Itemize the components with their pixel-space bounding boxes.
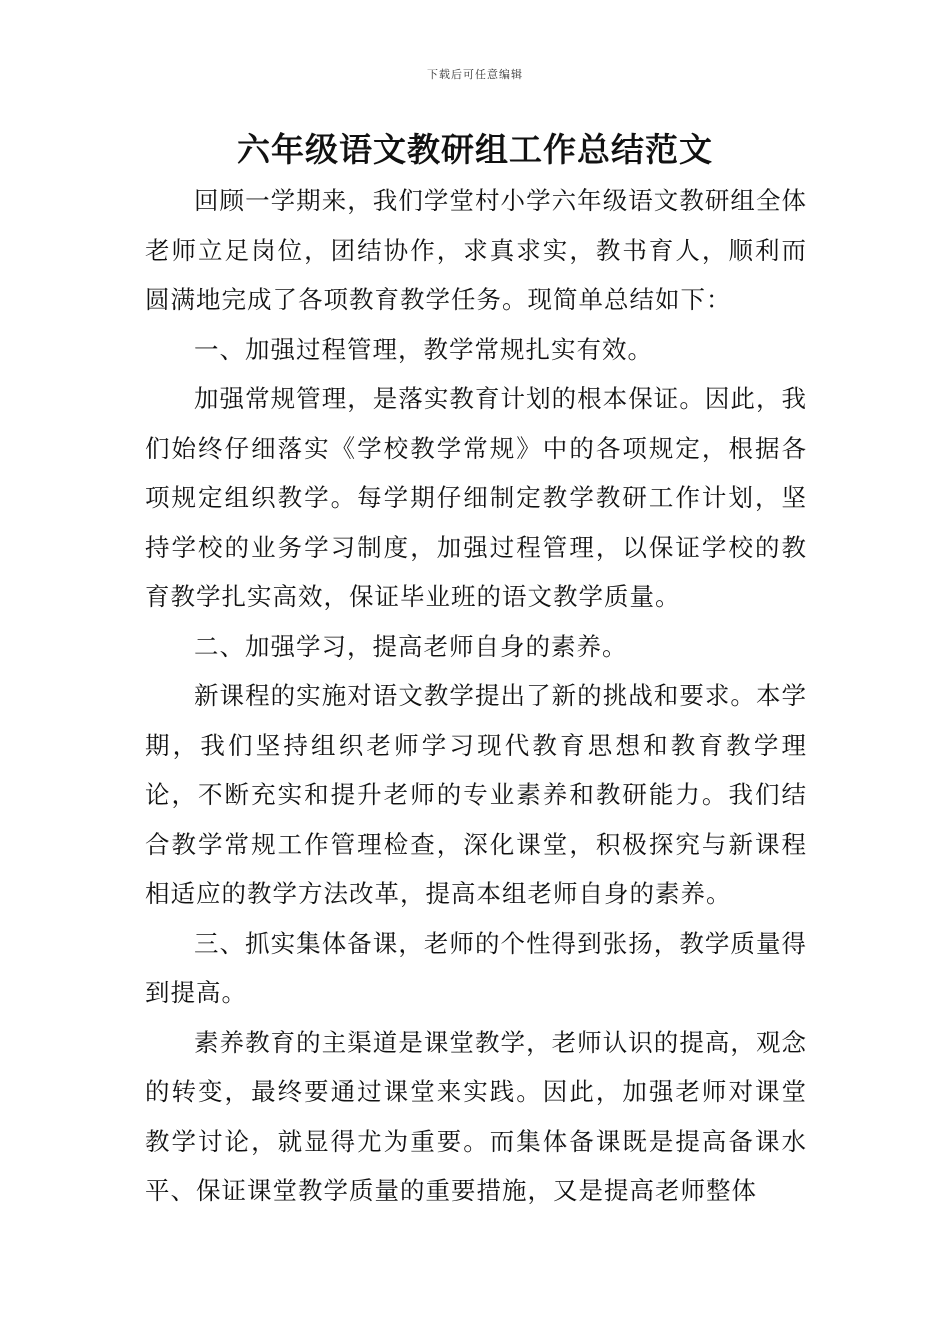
section-heading-3: 三、抓实集体备课，老师的个性得到张扬，教学质量得到提高。 (145, 928, 807, 1007)
paragraph-section-1: 加强常规管理，是落实教育计划的根本保证。因此，我们始终仔细落实《学校教学常规》中的各项规定，根据各项规定组织教学。每学期仔细制定教学教研工作计划，坚持学校的业务学习制度，加强过程管理，以保证学校的教育教学扎实高效，保证毕业班的语文教学质量。 (145, 384, 807, 611)
document-title: 六年级语文教研组工作总结范文 (237, 130, 713, 169)
document-body (145, 176, 807, 1216)
section-heading-1: 一、加强过程管理，教学常规扎实有效。 (194, 334, 653, 364)
paragraph-section-2: 新课程的实施对语文教学提出了新的挑战和要求。本学期，我们坚持组织老师学习现代教育思想和教育教学理论，不断充实和提升老师的专业素养和教研能力。我们结合教学常规工作管理检查，深化课堂，积极探究与新课程相适应的教学方法改革，提高本组老师自身的素养。 (145, 681, 807, 908)
paragraph-intro: 回顾一学期来，我们学堂村小学六年级语文教研组全体老师立足岗位，团结协作，求真求实，教书育人，顺利而圆满地完成了各项教育教学任务。现简单总结如下： (145, 186, 807, 314)
paragraph-section-3: 素养教育的主渠道是课堂教学，老师认识的提高，观念的转变，最终要通过课堂来实践。因此，加强老师对课堂教学讨论，就显得尤为重要。而集体备课既是提高备课水平、保证课堂教学质量的重要措施，又是提高老师整体 (145, 1027, 807, 1205)
section-heading-2: 二、加强学习，提高老师自身的素养。 (194, 631, 628, 661)
header-note: 下载后可任意编辑 (427, 68, 523, 81)
